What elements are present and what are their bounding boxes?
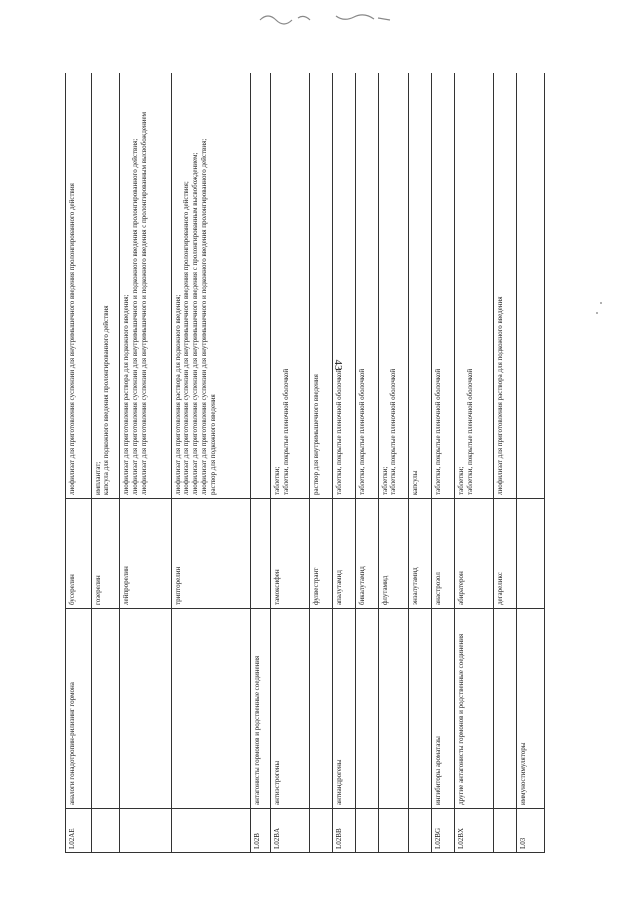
- table-row: [309, 73, 332, 853]
- dosage-form: лиофилизат для приготовления суспензии для внутримышечного и подкожного введения пролонгированного действия;: [131, 138, 140, 495]
- cell-forms: [432, 73, 455, 499]
- dosage-form: лиофилизат для приготовления суспензии для внутримышечного и подкожного введения пролонгированного действия;: [199, 138, 208, 495]
- cell-inn: бикалутамид: [355, 499, 378, 609]
- dosage-form: таблетки, покрытые пленочной оболочкой: [466, 368, 475, 495]
- scan-speck: [600, 302, 602, 304]
- cell-inn: энзалутамид: [409, 499, 432, 609]
- cell-forms: [91, 73, 120, 499]
- cell-forms: [66, 73, 92, 499]
- dosage-form: лиофилизат для приготовления раствора для подкожного введения: [495, 296, 504, 495]
- cell-code: L02BB: [332, 809, 355, 853]
- dosage-form: таблетки, покрытые пленочной оболочкой: [282, 368, 290, 495]
- cell-code: [120, 809, 171, 853]
- dosage-form: таблетки;: [273, 466, 282, 495]
- dosage-form: лиофилизат для приготовления раствора для подкожного введения;: [122, 294, 131, 495]
- cell-code: L02BA: [271, 809, 309, 853]
- dosage-form: капсулы: [411, 470, 420, 495]
- cell-code: [91, 809, 120, 853]
- dosage-form: таблетки, покрытые пленочной оболочкой: [389, 368, 398, 495]
- cell-group: [378, 609, 409, 809]
- cell-group: аналоги гонадотропин-рилизинг гормона: [66, 609, 92, 809]
- dosage-form: раствор для подкожного введения: [208, 394, 217, 495]
- cell-forms: [455, 73, 493, 499]
- dosage-form: лиофилизат для приготовления раствора для подкожного введения;: [173, 294, 182, 495]
- table-row: [332, 73, 355, 853]
- cell-group: антагонисты гормонов и родственные соединения: [250, 609, 270, 809]
- cell-code: [378, 809, 409, 853]
- scan-artifact: [258, 8, 393, 30]
- cell-inn: дегареликс: [493, 499, 516, 609]
- scan-speck: [596, 312, 598, 314]
- cell-group: [171, 609, 250, 809]
- cell-group: [91, 609, 120, 809]
- cell-inn: абиратерон: [455, 499, 493, 609]
- table-row: [66, 73, 92, 853]
- cell-inn: лейпрорелин: [120, 499, 171, 609]
- cell-group: [355, 609, 378, 809]
- dosage-form: таблетки, покрытые пленочной оболочкой: [434, 368, 443, 495]
- cell-forms: [378, 73, 409, 499]
- table-row: [516, 73, 544, 853]
- table-row: [250, 73, 270, 853]
- cell-group: антиэстрогены: [271, 609, 309, 809]
- table-row: [432, 73, 455, 853]
- table-row: [120, 73, 171, 853]
- table-row: [493, 73, 516, 853]
- cell-forms: [250, 73, 270, 499]
- cell-inn: фулвестрант: [309, 499, 332, 609]
- dosage-form: таблетки;: [380, 466, 389, 495]
- cell-code: [171, 809, 250, 853]
- cell-forms: [332, 73, 355, 499]
- cell-forms: [409, 73, 432, 499]
- cell-code: [355, 809, 378, 853]
- cell-group: [309, 609, 332, 809]
- page-number: 43: [332, 359, 344, 371]
- cell-inn: тамоксифен: [271, 499, 309, 609]
- cell-group: другие антагонисты гормонов и родственные соединения: [455, 609, 493, 809]
- cell-code: L02BG: [432, 809, 455, 853]
- table-row: [378, 73, 409, 853]
- table-row: [409, 73, 432, 853]
- cell-group: [493, 609, 516, 809]
- cell-code: [493, 809, 516, 853]
- cell-forms: [309, 73, 332, 499]
- table-row: [171, 73, 250, 853]
- dosage-form: раствор для внутримышечного введения: [311, 374, 320, 495]
- cell-code: L02AE: [66, 809, 92, 853]
- cell-forms: [171, 73, 250, 499]
- cell-forms: [355, 73, 378, 499]
- cell-inn: [516, 499, 544, 609]
- dosage-form: лиофилизат для приготовления суспензии для внутримышечного введения пролонгированного действия;: [182, 181, 191, 495]
- cell-code: L03: [516, 809, 544, 853]
- table-row: [455, 73, 493, 853]
- cell-inn: [250, 499, 270, 609]
- cell-forms: [120, 73, 171, 499]
- dosage-form: лиофилизат для приготовления суспензии для внутримышечного введения пролонгированного действия: [68, 183, 76, 495]
- dosage-form: лиофилизат для приготовления суспензии для внутримышечного введения с пролонгированным высвобождением;: [191, 152, 199, 495]
- dosage-form: лиофилизат для приготовления суспензии для внутримышечного и подкожного введения с пролонгированным высвобождением: [139, 111, 148, 495]
- dosage-form: таблетки, покрытые пленочной оболочкой: [334, 368, 343, 495]
- dosage-form: капсула для подкожного введения пролонгированного действия: [102, 305, 111, 495]
- dosage-form: таблетки, покрытые пленочной оболочкой: [357, 368, 366, 495]
- drug-table-container: [65, 73, 545, 853]
- cell-group: [120, 609, 171, 809]
- cell-forms: [271, 73, 309, 499]
- table-row: [355, 73, 378, 853]
- cell-code: [409, 809, 432, 853]
- cell-forms: [516, 73, 544, 499]
- drug-table: [65, 73, 545, 853]
- cell-inn: флутамид: [378, 499, 409, 609]
- cell-inn: трипторелин: [171, 499, 250, 609]
- cell-group: иммуностимуляторы: [516, 609, 544, 809]
- cell-code: [309, 809, 332, 853]
- cell-inn: апалутамид: [332, 499, 355, 609]
- cell-group: ингибиторы ароматазы: [432, 609, 455, 809]
- cell-forms: [493, 73, 516, 499]
- cell-code: L02BX: [455, 809, 493, 853]
- dosage-form: таблетки;: [457, 466, 466, 495]
- table-row: [271, 73, 309, 853]
- cell-inn: анастрозол: [432, 499, 455, 609]
- cell-code: L02B: [250, 809, 270, 853]
- cell-inn: бусерелин: [66, 499, 92, 609]
- cell-group: антиандрогены: [332, 609, 355, 809]
- dosage-form: имплантат;: [93, 461, 102, 495]
- cell-group: [409, 609, 432, 809]
- cell-inn: гозерелин: [91, 499, 120, 609]
- table-row: [91, 73, 120, 853]
